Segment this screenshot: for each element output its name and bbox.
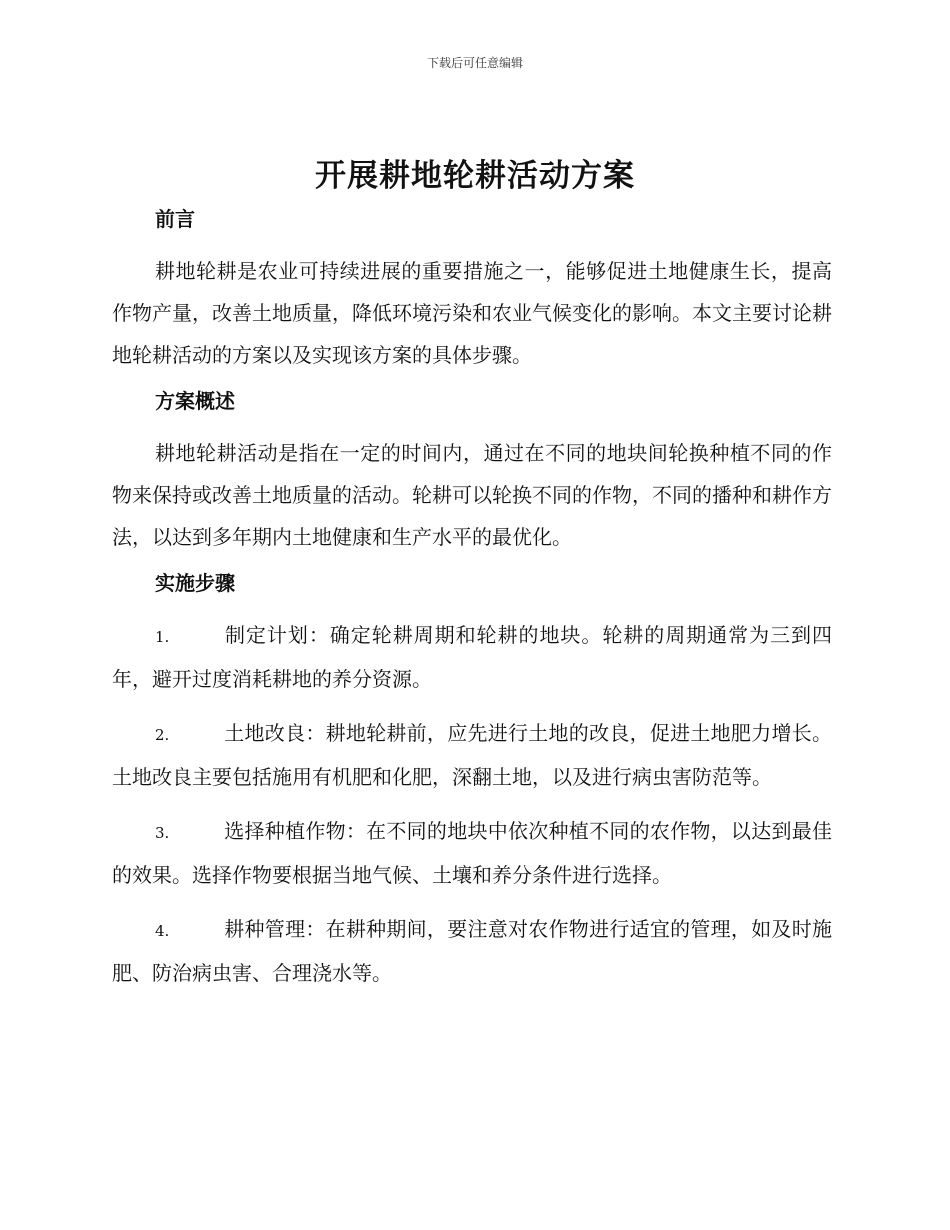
- step-text: 土地改良：耕地轮耕前，应先进行土地的改良，促进土地肥力增长。土地改良主要包括施用有机肥和化肥，深翻土地，以及进行病虫害防范等。: [112, 721, 832, 789]
- step-item: [112, 614, 832, 700]
- step-text: 制定计划：确定轮耕周期和轮耕的地块。轮耕的周期通常为三到四年，避开过度消耗耕地的养分资源。: [112, 623, 832, 691]
- document-body: [112, 204, 832, 1006]
- step-number: 3.: [155, 824, 170, 842]
- section-heading-preface: 前言: [155, 207, 195, 231]
- step-item: [112, 712, 832, 798]
- step-text: 选择种植作物：在不同的地块中依次种植不同的农作物，以达到最佳的效果。选择作物要根据当地气候、土壤和养分条件进行选择。: [112, 819, 832, 887]
- step-text: 耕种管理：在耕种期间，要注意对农作物进行适宜的管理，如及时施肥、防治病虫害、合理浇水等。: [112, 917, 832, 985]
- section-heading-steps: 实施步骤: [155, 571, 235, 595]
- section-heading-overview: 方案概述: [155, 389, 235, 413]
- step-number: 4.: [155, 922, 170, 940]
- step-item: [112, 908, 832, 994]
- step-number: 2.: [155, 726, 170, 744]
- step-number: 1.: [155, 628, 170, 646]
- overview-paragraph: 耕地轮耕活动是指在一定的时间内，通过在不同的地块间轮换种植不同的作物来保持或改善土地质量的活动。轮耕可以轮换不同的作物，不同的播种和耕作方法，以达到多年期内土地健康和生产水平的最优化。: [112, 441, 832, 549]
- preface-paragraph: 耕地轮耕是农业可持续进展的重要措施之一，能够促进土地健康生长，提高作物产量，改善土地质量，降低环境污染和农业气候变化的影响。本文主要讨论耕地轮耕活动的方案以及实现该方案的具体步骤。: [112, 259, 832, 367]
- step-item: [112, 810, 832, 896]
- document-title: 开展耕地轮耕活动方案: [315, 158, 635, 194]
- download-note: 下载后可任意编辑: [426, 56, 523, 70]
